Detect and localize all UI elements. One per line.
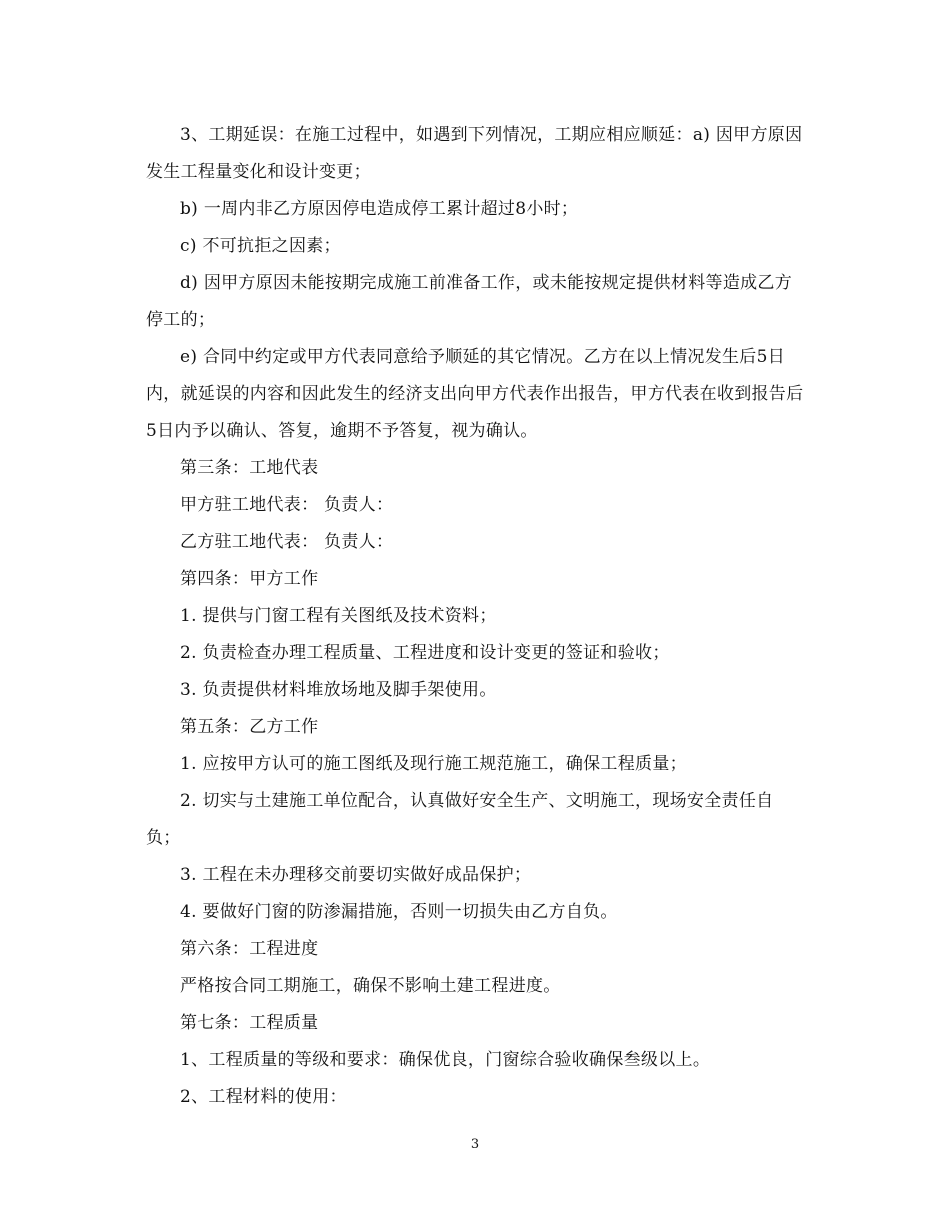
paragraph-party-a-duty-1: 1. 提供与门窗工程有关图纸及技术资料； (180, 606, 497, 626)
heading-article-3: 第三条：工地代表 (180, 458, 319, 478)
heading-article-4: 第四条：甲方工作 (180, 569, 319, 589)
paragraph-party-b-representative: 乙方驻工地代表： 负责人： (180, 532, 394, 552)
heading-article-5: 第五条：乙方工作 (180, 717, 319, 737)
paragraph-party-b-duty-3: 3. 工程在未办理移交前要切实做好成品保护； (180, 865, 532, 885)
paragraph-delay-item-e: e) 合同中约定或甲方代表同意给予顺延的其它情况。乙方在以上情况发生后5日内，就延误的内容和因此发生的经济支出向甲方代表作出报告，甲方代表在收到报告后5日内予以确认、答复，逾期不予答复，视为确认。 (146, 347, 804, 441)
heading-article-7: 第七条：工程质量 (180, 1013, 319, 1033)
paragraph-delay-clause: 3、工期延误：在施工过程中，如遇到下列情况，工期应相应顺延：a) 因甲方原因发生工程量变化和设计变更； (146, 125, 803, 182)
paragraph-quality-1: 1、工程质量的等级和要求：确保优良，门窗综合验收确保叁级以上。 (180, 1050, 711, 1070)
contract-body (146, 117, 806, 1116)
paragraph-party-a-representative: 甲方驻工地代表： 负责人： (180, 495, 394, 515)
paragraph-party-b-duty-1: 1. 应按甲方认可的施工图纸及现行施工规范施工，确保工程质量； (180, 754, 687, 774)
paragraph-delay-item-b: b) 一周内非乙方原因停电造成停工累计超过8小时； (180, 199, 579, 219)
paragraph-party-a-duty-3: 3. 负责提供材料堆放场地及脚手架使用。 (180, 680, 497, 700)
page-number: 3 (470, 1137, 480, 1152)
paragraph-party-b-duty-4: 4. 要做好门窗的防渗漏措施，否则一切损失由乙方自负。 (180, 902, 618, 922)
paragraph-schedule: 严格按合同工期施工，确保不影响土建工程进度。 (180, 976, 561, 996)
paragraph-party-b-duty-2: 2. 切实与土建施工单位配合，认真做好安全生产、文明施工，现场安全责任自负； (146, 791, 774, 848)
heading-article-6: 第六条：工程进度 (180, 939, 319, 959)
paragraph-delay-item-d: d) 因甲方原因未能按期完成施工前准备工作，或未能按规定提供材料等造成乙方停工的； (146, 273, 793, 330)
paragraph-delay-item-c: c) 不可抗拒之因素； (180, 236, 341, 256)
paragraph-party-a-duty-2: 2. 负责检查办理工程质量、工程进度和设计变更的签证和验收； (180, 643, 670, 663)
paragraph-quality-2: 2、工程材料的使用： (180, 1087, 347, 1107)
